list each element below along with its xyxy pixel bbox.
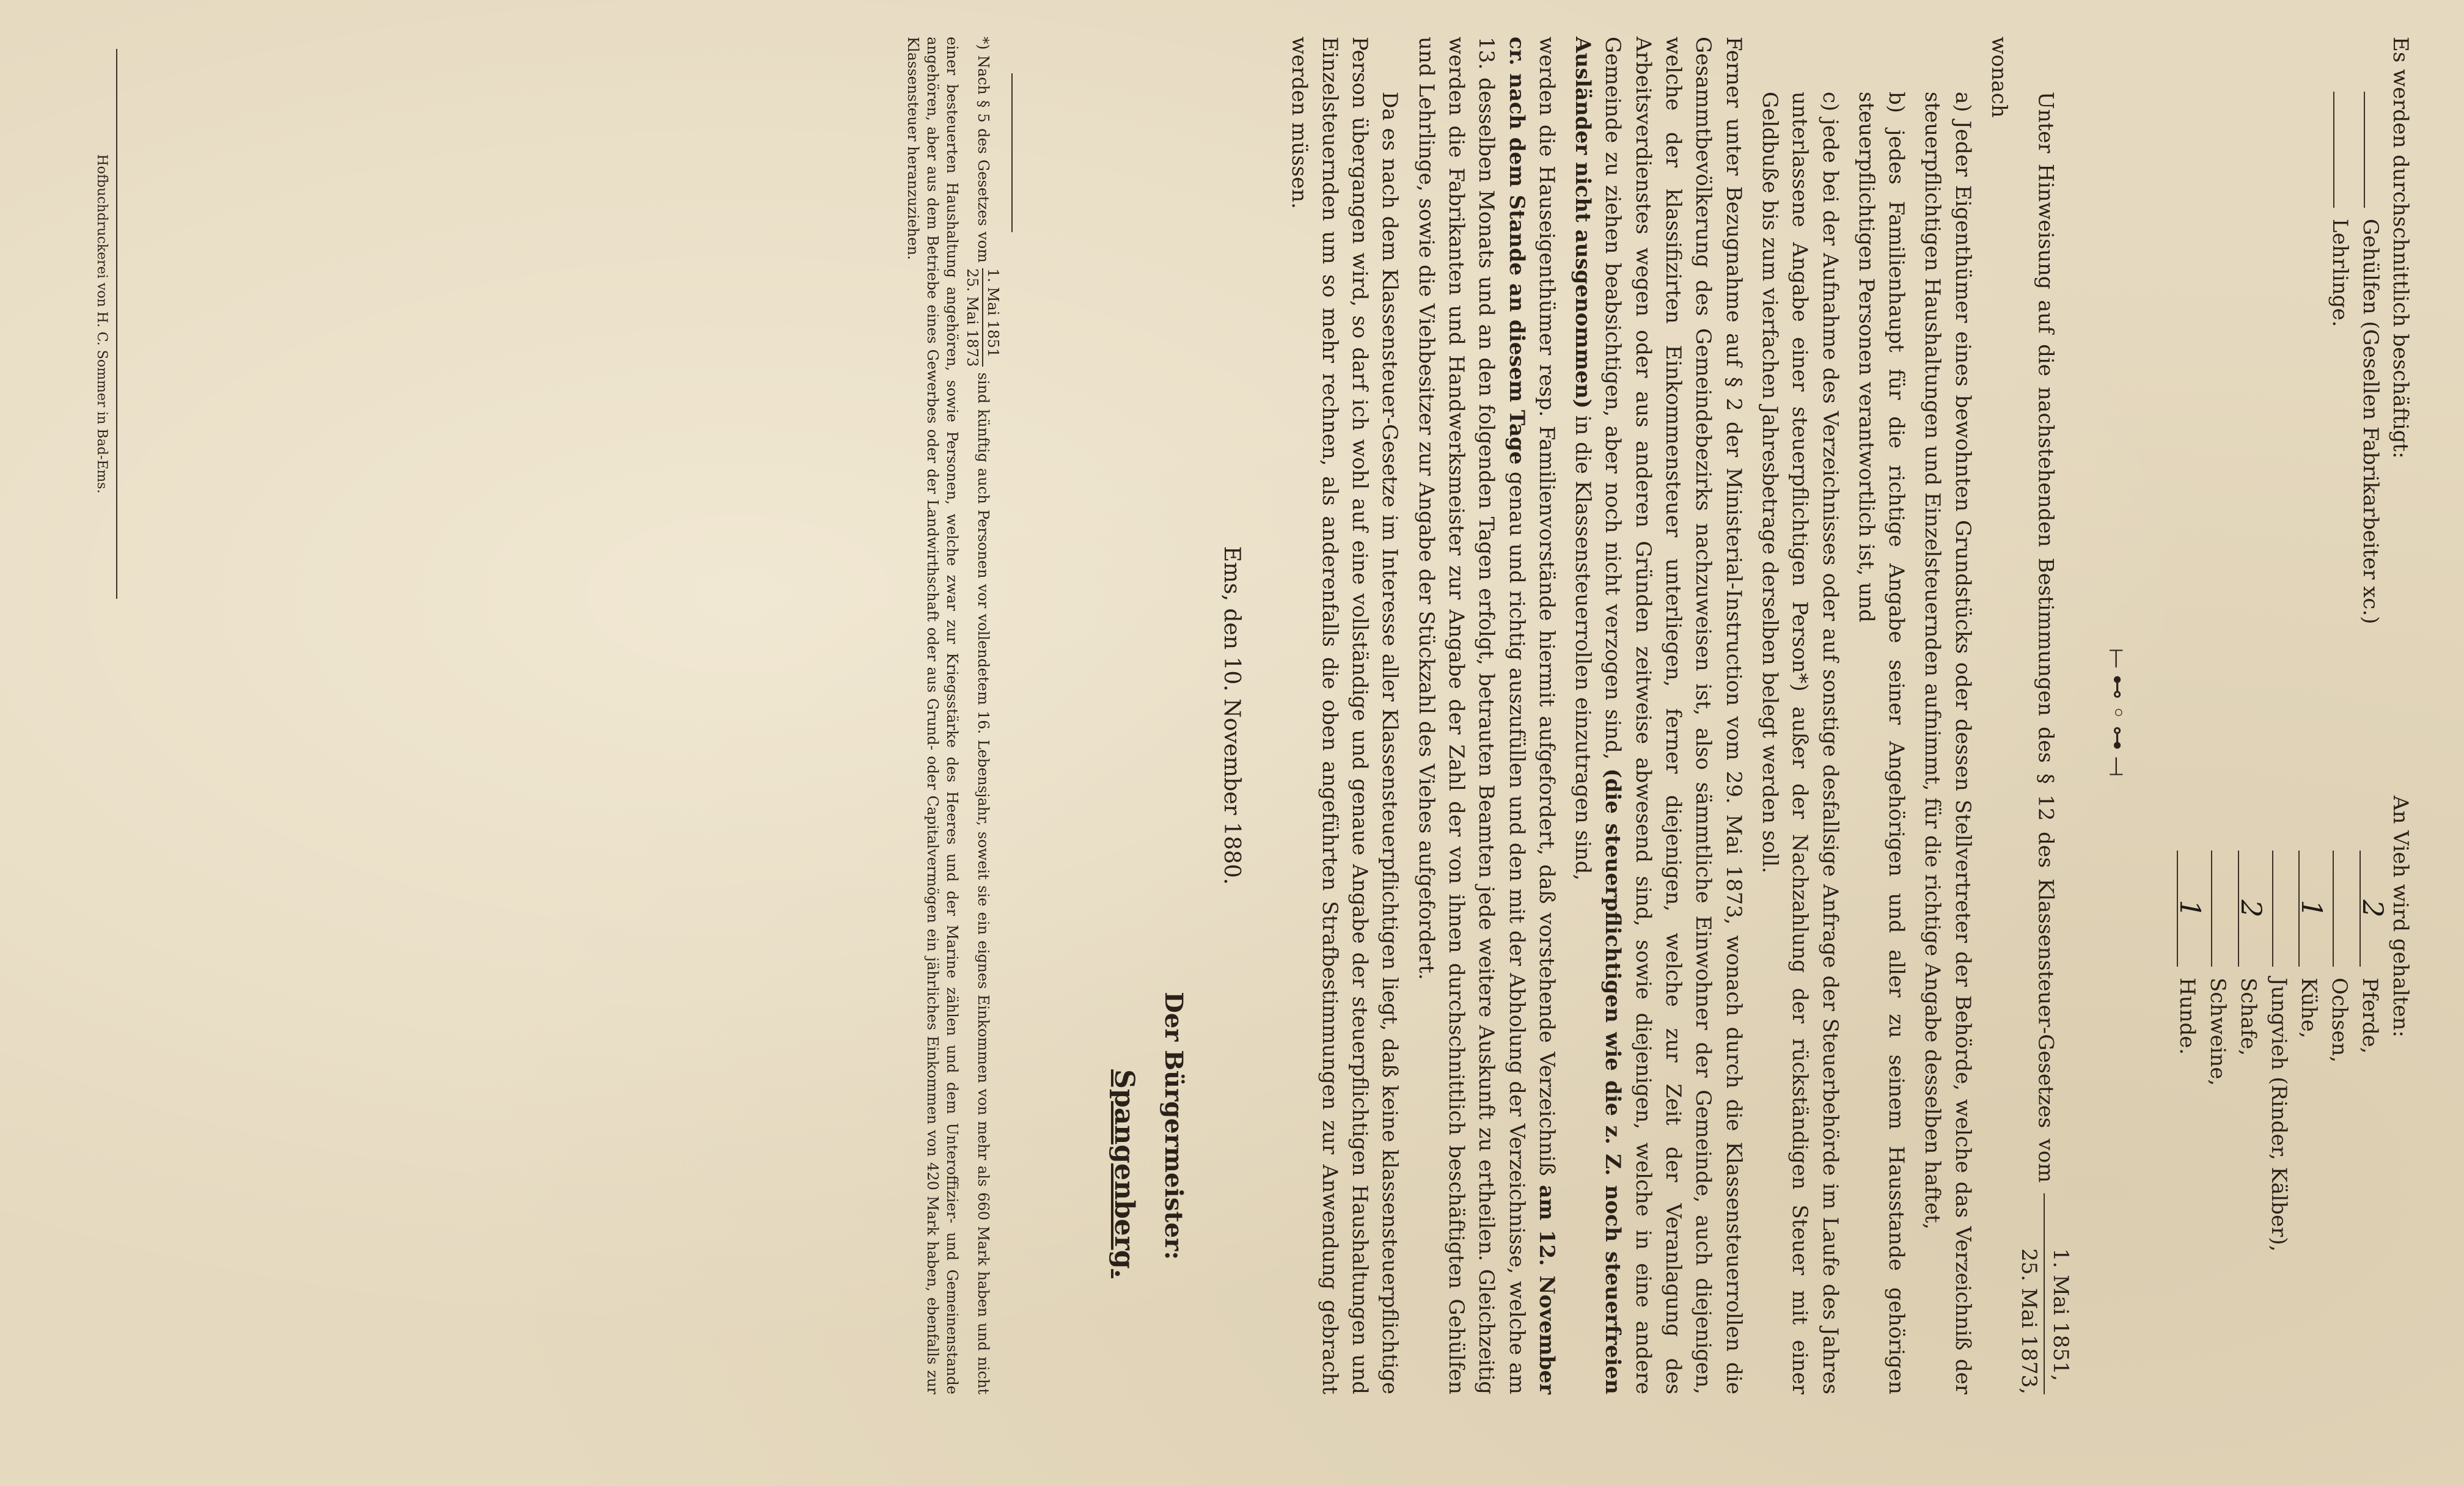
ornamental-divider: ⟝⊷◦⊶⟞ [2103, 648, 2132, 783]
livestock-row [2354, 796, 2389, 1394]
livestock-label: Schafe, [2235, 978, 2260, 1056]
rule-item-a: a) Jeder Eigenthümer eines bewohnten Grundstücks oder dessen Stellvertreter der Behörde, welche das Verzeichniß der steuerpflichtigen Haushaltungen und Einzelsteuernden aufnimmt, für die richtige Angabe desselben haftet, [1920, 92, 1975, 1394]
footnote-fraction-denominator: 25. Mai 1873 [963, 268, 981, 367]
livestock-label: Schweine, [2206, 978, 2231, 1086]
workers-intro: Es werden durchschnittlich beschäftigt: [2388, 37, 2413, 459]
footnote-fraction-numerator: 1. Mai 1851 [982, 268, 1003, 367]
livestock-label: Ochsen, [2327, 978, 2352, 1063]
header-lists [2172, 37, 2415, 1394]
paragraph-werden-text: werden die Hauseigenthümer resp. Familienvorstände hiermit aufgefordert, daß vorstehende Verzeichniß [1534, 37, 1559, 1176]
paragraph-da: Da es nach dem Klassensteuer-Gesetze im Interesse aller Klassensteuerpflichtigen liegt, daß keine klassensteuerpflichtige Person übergangen wird, so darf ich wohl auf eine vollständige und genaue Angabe der steuerpflichtigen Haushaltungen und Einzelsteuernden um so mehr rechnen, als anderenfalls die oben angeführten Strafbestimmungen zur Anwendung gebracht werden müssen. [1287, 37, 1402, 1394]
livestock-row [2232, 796, 2268, 1394]
paragraph-werden-rest: genau und richtig auszufüllen und den mit der Abholung der Verzeichnisse, welche am 13. desselben Monats und an den folgenden Tagen erfolgt, betrauten Beamten jede weitere Auskunft zu ertheilen. Gleichzeitig werden die Fabrikanten und Handwerksmeister zur Angabe der Zahl der von ihnen durchschnittlich beschäftigten Gehülfen und Lehrlinge, sowie die Viehbesitzer zur Angabe der Stückzahl des Viehes aufgefordert. [1414, 37, 1529, 1394]
law-date-fraction [2014, 1193, 2075, 1394]
footnote-rule [1011, 73, 1013, 232]
printer-imprint: Hofbuchdruckerei von H. C. Sommer in Bad-Ems. [92, 49, 117, 599]
livestock-row [2202, 796, 2232, 1394]
livestock-intro: An Vieh wird gehalten: [2388, 796, 2413, 1038]
law-date-numerator: 1. Mai 1851, [2044, 1193, 2075, 1394]
livestock-label: Kühe, [2297, 978, 2322, 1039]
law-intro-text: Unter Hinweisung auf die nachstehenden Bestimmungen des § 12 des Klassensteuer-Gesetzes vom [2033, 92, 2058, 1183]
signature-title: Der Bürgermeister: [1159, 992, 1189, 1260]
livestock-label: Hunde. [2174, 978, 2199, 1055]
signature-name: Spangenberg. [1109, 1069, 1140, 1278]
workers-count-blank [2364, 92, 2365, 208]
livestock-label: Pferde, [2357, 978, 2382, 1054]
law-intro [1984, 37, 2075, 1394]
handwritten-count: 2 [2238, 851, 2264, 967]
paragraph-ferner-end: in die Klassensteuerrollen einzutragen sind, [1571, 415, 1596, 881]
handwritten-count [2272, 851, 2273, 967]
place-date: Ems, den 10. November 1880. [1219, 546, 1245, 885]
paragraph-werden [1410, 37, 1561, 1394]
livestock-section [2172, 796, 2415, 1394]
rule-item-c: c) jede bei der Aufnahme des Verzeichnisses oder auf sonstige desfallsige Anfrage der Steuerbehörde im Laufe des Jahres unterlassene Angabe einer steuerpflichtigen Person*) außer der Nachzahlung der rückständigen Steuer mit einer Geldbuße bis zum vierfachen Jahresbetrage derselben belegt werden soll. [1757, 92, 1843, 1394]
handwritten-count [2211, 851, 2212, 967]
workers-section [2172, 37, 2415, 770]
livestock-label: Jungvieh (Rinder, Kälber), [2266, 978, 2291, 1252]
law-date-denominator: 25. Mai 1873, [2017, 1248, 2042, 1395]
livestock-row [2294, 796, 2329, 1394]
footnote-fraction [962, 268, 1003, 367]
livestock-row [2172, 796, 2207, 1394]
workers-row-gehuelfen [2355, 37, 2385, 770]
paragraph-ferner [1568, 37, 1748, 1394]
livestock-row [2324, 796, 2354, 1394]
handwritten-count: 2 [2360, 851, 2385, 967]
handwritten-count: 1 [2298, 851, 2324, 967]
rule-item-b: b) jedes Familienhaupt für die richtige Angabe seiner Angehörigen und aller zu seinem Hausstande gehörigen steuerpflichtigen Personen verantwortlich ist, und [1854, 92, 1909, 1394]
workers-label: Gehülfen (Gesellen Fabrikarbeiter xc.) [2358, 219, 2383, 624]
law-intro-wonach: wonach [1987, 37, 2012, 118]
livestock-row [2264, 796, 2294, 1394]
handwritten-count: 1 [2177, 851, 2202, 967]
footnote-text: *) Nach § 5 des Gesetzes vom [975, 37, 992, 263]
paragraph-werden-bold: am 12. November cr. nach dem Stande an diesem Tage [1504, 37, 1559, 1394]
paragraph-ferner-bold: (die steuerpflichtigen wie die z. Z. noch steuerfreien Ausländer nicht ausgenommen) [1571, 37, 1626, 1394]
handwritten-count [2333, 851, 2334, 967]
footnote-text-rest: sind künftig auch Personen vor vollendetem 16. Lebensjahr, soweit sie ein eignes Einkommen von mehr als 660 Mark haben und nicht einer besteuerten Haushaltung angehören, sowie Personen, welche zwar zur Kriegsstärke des Heeres und der Marine zählen und dem Unteroffizier- und Gemeinenstande angehören, aber aus dem Betriebe eines Gewerbes oder der Landwirthschaft oder aus Grund- oder Capitalvermögen ein jährliches Einkommen von 420 Mark haben, ebenfalls zur Klassensteuer heranzuziehen. [904, 37, 992, 1394]
workers-label: Lehrlinge. [2328, 219, 2353, 328]
paragraph-ferner-text: Ferner unter Bezugnahme auf § 2 der Ministerial-Instruction vom 29. Mai 1873, wonach durch die Klassensteuerrollen die Gesammtbevölkerung des Gemeindebezirks nachzuweisen ist, also sämmtliche Einwohner der Gemeinde, auch diejenigen, welche der klassifizirten Einkommensteuer unterliegen, ferner diejenigen, welche zur Zeit der Veranlagung des Arbeitsverdienstes wegen oder aus anderen Gründen zeitweise abwesend sind, sowie diejenigen, welche in eine andere Gemeinde zu ziehen beabsichtigen, aber noch nicht verzogen sind, [1601, 37, 1746, 1394]
workers-count-blank [2333, 92, 2334, 208]
footnote [903, 37, 1003, 1394]
workers-row-lehrlinge [2325, 37, 2355, 770]
